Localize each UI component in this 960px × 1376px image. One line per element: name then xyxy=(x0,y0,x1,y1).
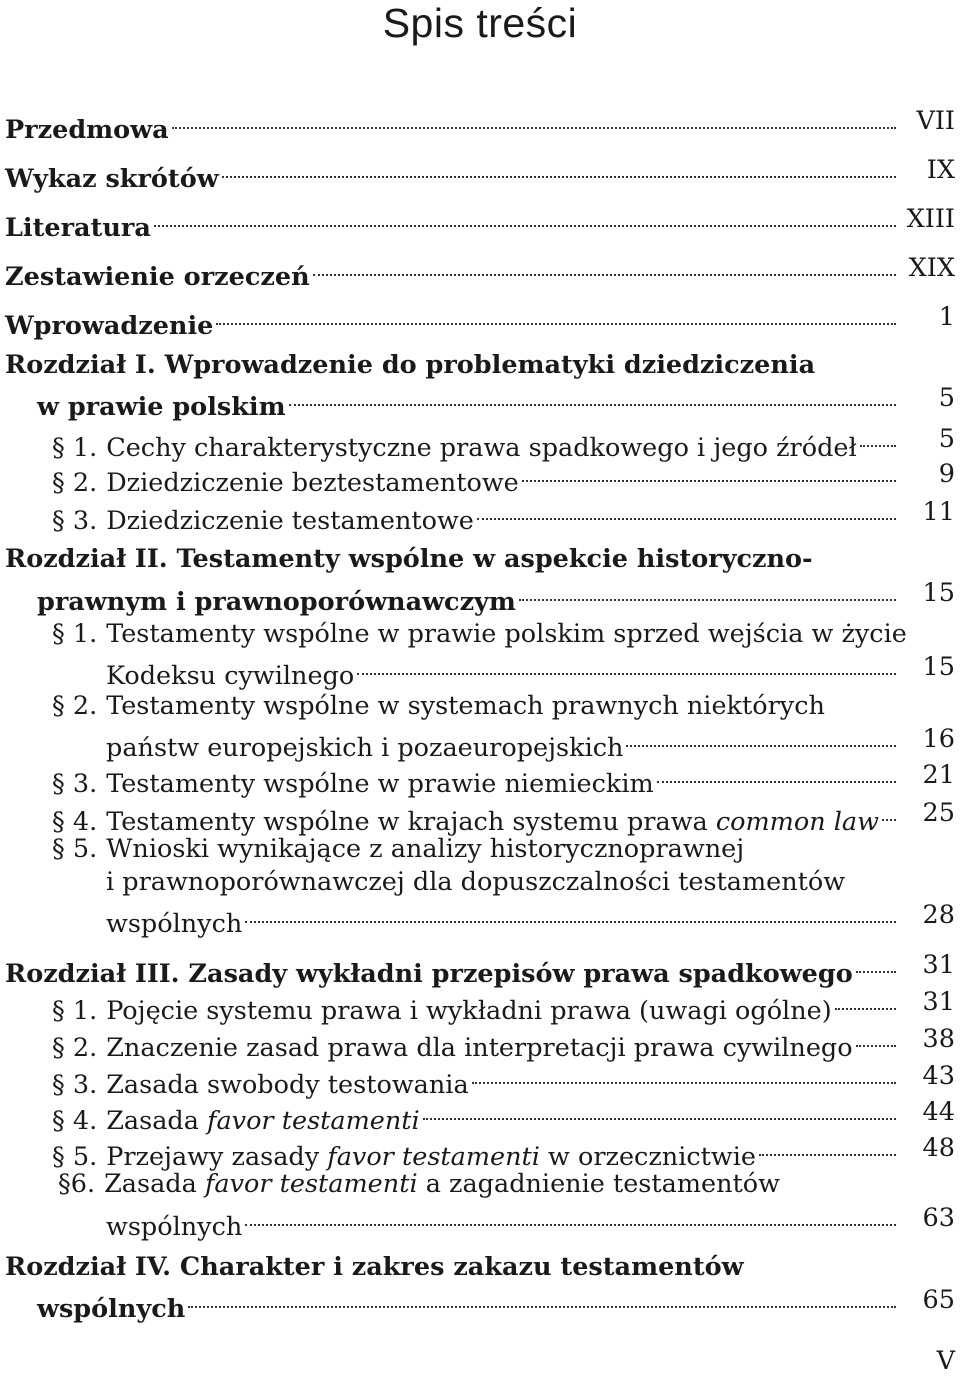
toc-section-2-1-line2[interactable] xyxy=(106,650,898,691)
page-number: IX xyxy=(926,155,955,185)
section-number: § 3. xyxy=(52,506,98,536)
leader-dots xyxy=(289,381,896,415)
section-label: Zasada swobody testowania xyxy=(106,1070,469,1100)
section-number: §6. xyxy=(58,1169,96,1199)
section-number: § 1. xyxy=(52,433,98,463)
page-number: 48 xyxy=(922,1133,955,1163)
toc-entry-literatura[interactable] xyxy=(5,202,898,243)
entry-label: Wprowadzenie xyxy=(5,311,214,341)
section-label: Testamenty wspólne w systemach prawnych niektórych xyxy=(106,691,825,721)
page-number: 15 xyxy=(922,578,955,608)
section-label: Testamenty wspólne w prawie polskim sprzed wejścia w życie xyxy=(106,619,907,649)
section-number: § 1. xyxy=(52,619,98,649)
entry-label: Przedmowa xyxy=(5,115,169,145)
toc-section-2-4[interactable] xyxy=(52,796,898,837)
leader-dots xyxy=(472,1059,896,1093)
page-number: 16 xyxy=(922,724,955,754)
toc-chapter-1-line2[interactable] xyxy=(37,381,898,422)
chapter-title: Rozdział IV. Charakter i zakres zakazu testamentów xyxy=(5,1252,744,1282)
toc-section-3-6-line1[interactable] xyxy=(58,1167,898,1201)
toc-section-1-2[interactable] xyxy=(52,457,898,498)
page-number: 15 xyxy=(922,652,955,682)
page-number: XIII xyxy=(906,204,955,234)
toc-chapter-2-line1[interactable] xyxy=(5,542,898,576)
page-number: 63 xyxy=(922,1203,955,1233)
leader-dots xyxy=(313,251,896,285)
page-number: XIX xyxy=(908,253,955,283)
toc-section-1-1[interactable] xyxy=(52,422,898,463)
section-label: Dziedziczenie testamentowe xyxy=(106,506,474,536)
toc-section-3-1[interactable] xyxy=(52,985,898,1026)
section-number: § 3. xyxy=(52,769,98,799)
page-number: 44 xyxy=(922,1097,955,1127)
section-label: Wnioski wynikające z analizy historycznoprawnej xyxy=(106,834,745,864)
section-number: § 1. xyxy=(52,996,98,1026)
section-label: Testamenty wspólne w prawie niemieckim xyxy=(106,769,654,799)
leader-dots xyxy=(657,758,896,792)
section-label-end: w orzecznictwie xyxy=(539,1142,756,1172)
section-number: § 2. xyxy=(52,1033,98,1063)
section-label-cont: wspólnych xyxy=(106,909,243,939)
entry-label: Zestawienie orzeczeń xyxy=(5,262,310,292)
chapter-title: Rozdział I. Wprowadzenie do problematyki dziedziczenia xyxy=(5,350,816,380)
page-title: Spis treści xyxy=(382,0,578,46)
leader-dots xyxy=(154,202,896,236)
chapter-title-cont: w prawie polskim xyxy=(37,392,286,422)
chapter-title-cont: prawnym i prawnoporównawczym xyxy=(37,587,516,617)
section-label: Testamenty wspólne w krajach systemu prawa xyxy=(106,807,716,837)
leader-dots xyxy=(423,1095,896,1129)
toc-section-2-1-line1[interactable] xyxy=(52,617,907,651)
leader-dots xyxy=(522,457,896,491)
section-label: Dziedziczenie beztestamentowe xyxy=(106,468,519,498)
chapter-title-cont: wspólnych xyxy=(37,1294,186,1324)
toc-chapter-3[interactable] xyxy=(5,948,898,989)
page-number: 5 xyxy=(938,383,955,413)
leader-dots xyxy=(188,1283,896,1317)
page-number: 31 xyxy=(922,950,955,980)
section-label-italic: favor testamenti xyxy=(207,1106,420,1136)
toc-section-2-5-line2[interactable] xyxy=(106,865,898,899)
toc-section-3-3[interactable] xyxy=(52,1059,898,1100)
section-label-end: a zagadnienie testamentów xyxy=(417,1169,780,1199)
toc-section-2-2-line1[interactable] xyxy=(52,689,898,723)
toc-section-3-2[interactable] xyxy=(52,1022,898,1063)
section-label: Znaczenie zasad prawa dla interpretacji prawa cywilnego xyxy=(106,1033,853,1063)
section-number: § 5. xyxy=(52,1142,98,1172)
leader-dots xyxy=(172,104,896,138)
toc-entry-wprowadzenie[interactable] xyxy=(5,300,898,341)
toc-section-3-4[interactable] xyxy=(52,1095,898,1136)
section-number: § 4. xyxy=(52,807,98,837)
toc-chapter-4-line1[interactable] xyxy=(5,1250,898,1284)
section-label: Zasada xyxy=(106,1106,208,1136)
toc-section-2-5-line1[interactable] xyxy=(52,832,898,866)
toc-section-3-6-line2[interactable] xyxy=(106,1201,898,1242)
section-label-cont: Kodeksu cywilnego xyxy=(106,661,355,691)
toc-entry-przedmowa[interactable] xyxy=(5,104,898,145)
toc-section-2-5-line3[interactable] xyxy=(106,898,898,939)
toc-section-3-5[interactable] xyxy=(52,1131,898,1172)
page-number: 9 xyxy=(938,459,955,489)
page-number: VII xyxy=(916,106,955,136)
leader-dots xyxy=(626,722,896,756)
section-label-italic: favor testamenti xyxy=(204,1169,418,1199)
toc-section-2-2-line2[interactable] xyxy=(106,722,898,763)
toc-section-2-3[interactable] xyxy=(52,758,898,799)
leader-dots xyxy=(519,576,896,610)
page-number: 11 xyxy=(922,497,955,527)
toc-chapter-1-line1[interactable] xyxy=(5,348,898,382)
toc-chapter-4-line2[interactable] xyxy=(37,1283,898,1324)
page-number: 38 xyxy=(922,1024,955,1054)
page-number: 5 xyxy=(938,424,955,454)
page-number: 65 xyxy=(922,1285,955,1315)
page-number: 28 xyxy=(922,900,955,930)
section-label: Pojęcie systemu prawa i wykładni prawa (uwagi ogólne) xyxy=(106,996,832,1026)
section-label-cont: i prawnoporównawczej dla dopuszczalności testamentów xyxy=(106,867,846,897)
chapter-title: Rozdział II. Testamenty wspólne w aspekcie historyczno- xyxy=(5,544,813,574)
entry-label: Literatura xyxy=(5,213,151,243)
section-label-italic: favor testamenti xyxy=(327,1142,540,1172)
toc-entry-zestawienie[interactable] xyxy=(5,251,898,292)
section-label-cont: państw europejskich i pozaeuropejskich xyxy=(106,733,624,763)
section-number: § 2. xyxy=(52,691,98,721)
section-label: Zasada xyxy=(104,1169,205,1199)
leader-dots xyxy=(245,1201,896,1235)
footer-page-number: V xyxy=(936,1346,955,1376)
section-number: § 5. xyxy=(52,834,98,864)
section-number: § 2. xyxy=(52,468,98,498)
leader-dots xyxy=(245,898,896,932)
section-label-cont: wspólnych xyxy=(106,1212,243,1242)
toc-entry-wykaz-skrotow[interactable] xyxy=(5,153,898,194)
chapter-title: Rozdział III. Zasady wykładni przepisów prawa spadkowego xyxy=(5,959,853,989)
page-number: 1 xyxy=(938,302,955,332)
toc-section-1-3[interactable] xyxy=(52,495,898,536)
leader-dots xyxy=(222,153,896,187)
leader-dots xyxy=(216,300,896,334)
toc-chapter-2-line2[interactable] xyxy=(37,576,898,617)
entry-label: Wykaz skrótów xyxy=(5,164,219,194)
page-number: 43 xyxy=(922,1061,955,1091)
section-label: Cechy charakterystyczne prawa spadkowego i jego źródeł xyxy=(106,433,857,463)
leader-dots xyxy=(357,650,896,684)
page-number: 25 xyxy=(922,798,955,828)
page-number: 21 xyxy=(922,760,955,790)
section-number: § 3. xyxy=(52,1070,98,1100)
leader-dots xyxy=(477,495,896,529)
section-label: Przejawy zasady xyxy=(106,1142,328,1172)
page-number: 31 xyxy=(922,987,955,1017)
section-number: § 4. xyxy=(52,1106,98,1136)
section-label-italic: common law xyxy=(715,807,879,837)
